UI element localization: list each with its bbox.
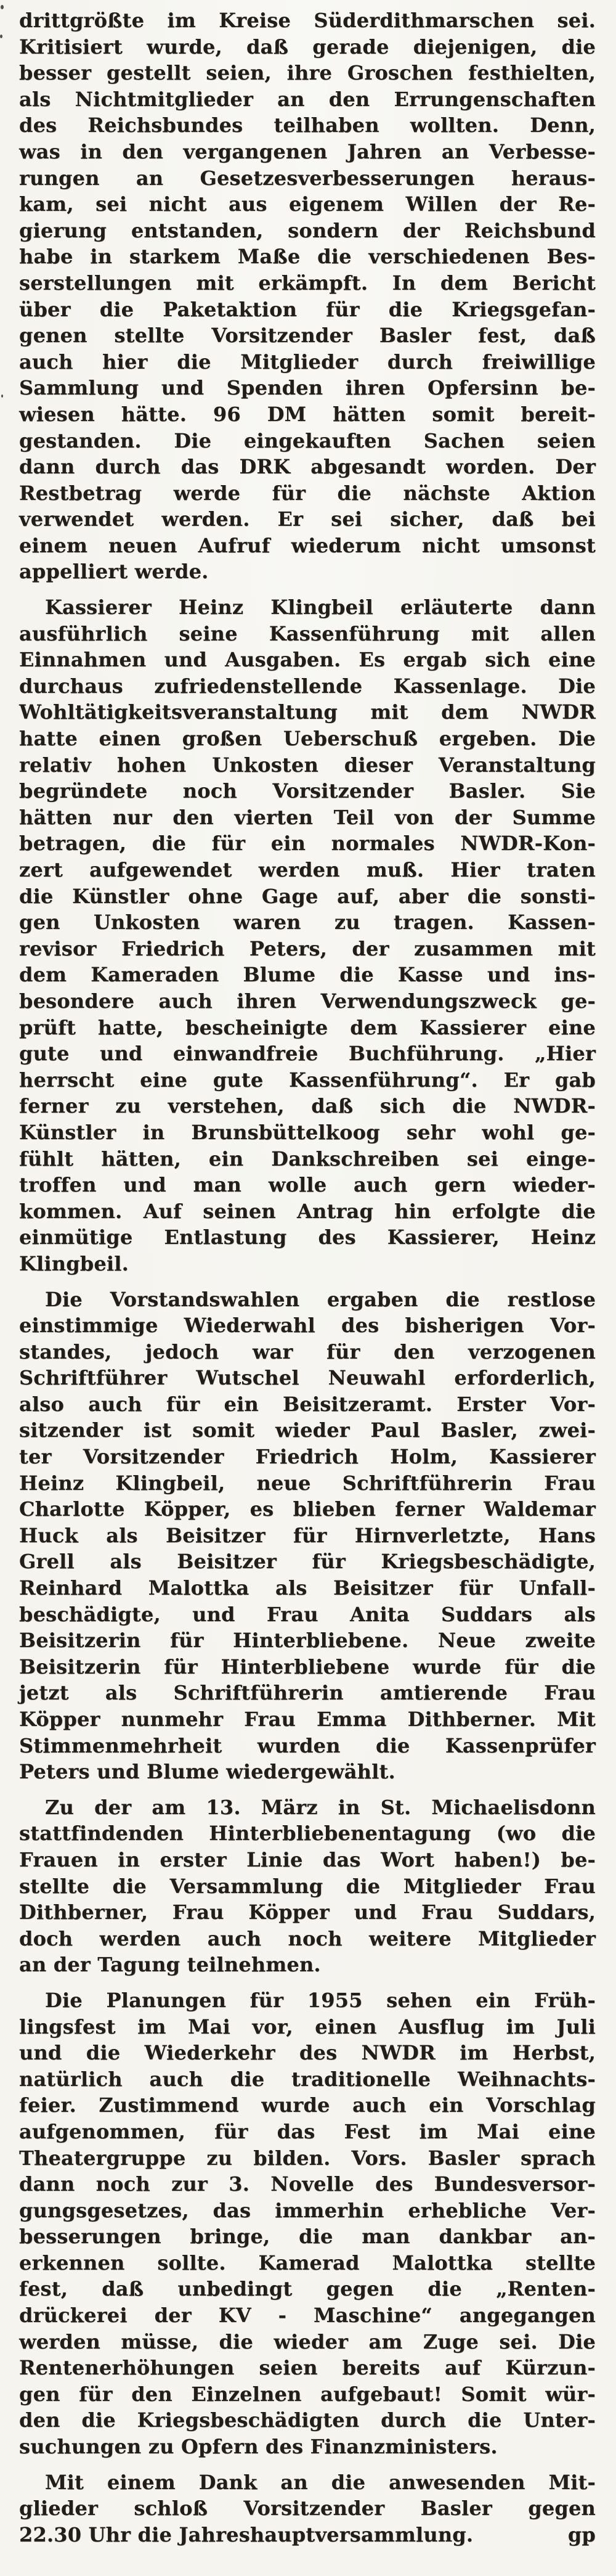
text-line: dann noch zur 3. Novelle des Bundesversor- [19,2172,596,2196]
text-line: prüft hatte, bescheinigte dem Kassierer eine [19,1015,596,1039]
text-line: doch werden auch noch weitere Mitglieder [19,1926,596,1950]
text-line: jetzt als Schriftführerin amtierende Frau [19,1681,596,1705]
paragraph [19,1794,596,1978]
text-line: auch hier die Mitglieder durch freiwillige [19,350,596,374]
text-line: wiesen hätte. 96 DM hätten somit bereit- [19,402,596,426]
text-line: Künstler in Brunsbüttelkoog sehr wohl ge- [19,1120,596,1144]
text-line: dann durch das DRK abgesandt worden. Der [19,455,596,479]
text-line: suchungen zu Opfern des Finanzministers. [19,2435,498,2459]
text-line: besondere auch ihren Verwendungszweck ge- [19,989,596,1013]
text-line: hätten nur den vierten Teil von der Summe [19,805,596,829]
text-line: sitzender ist somit wieder Paul Basler, zwei- [19,1418,596,1442]
text-line: dem Kameraden Blume die Kasse und ins- [19,963,596,987]
text-line: gen für den Einzelnen aufgebaut! Somit wür- [19,2382,596,2406]
scan-artifact [1,5,4,9]
text-line: kommen. Auf seinen Antrag hin erfolgte die [19,1199,596,1223]
text-line: beschädigte, und Frau Anita Suddars als [19,1602,596,1626]
text-line: Zu der am 13. März in St. Michaelisdonn [45,1795,596,1819]
text-line: einstimmige Wiederwahl des bisherigen Vor- [19,1314,596,1338]
text-line: betragen, die für ein normales NWDR-Kon- [19,832,596,856]
author-initials: gp [567,2522,596,2546]
text-line: den die Kriegsbeschädigten durch die Unter- [19,2408,596,2432]
text-line: gungsgesetzes, das immerhin erhebliche Ver- [19,2198,596,2222]
text-line: Charlotte Köpper, es blieben ferner Waldemar [19,1497,596,1521]
text-line: drittgrößte im Kreise Süderdithmarschen sei. [19,9,596,32]
text-line: natürlich auch die traditionelle Weihnachts- [19,2067,596,2091]
paragraph [19,1286,596,1785]
text-line: Frauen in erster Linie das Wort haben!) be- [19,1847,596,1871]
text-line: Wohltätigkeitsveranstaltung mit dem NWDR [19,700,596,724]
text-line: und die Wiederkehr des NWDR im Herbst, [19,2041,596,2065]
text-line: Einnahmen und Ausgaben. Es ergab sich eine [19,648,596,672]
text-line: Schriftführer Wutschel Neuwahl erforderlich, [19,1366,596,1390]
text-line: Beisitzerin für Hinterbliebene wurde für die [19,1654,596,1678]
text-line: des Reichsbundes teilhaben wollten. Denn, [19,113,596,137]
text-line: was in den vergangenen Jahren an Verbesse- [19,139,596,163]
text-line: gierung entstanden, sondern der Reichsbund [19,218,596,242]
text-line: fühlt hätten, ein Dankschreiben sei einge- [19,1147,596,1171]
text-line: besser gestellt seien, ihre Groschen festhielten, [19,61,596,85]
text-line: herrscht eine gute Kassenführung“. Er gab [19,1068,596,1092]
text-line: aufgenommen, für das Fest im Mai eine [19,2119,596,2143]
text-line: fest, daß unbedingt gegen die „Renten- [19,2277,596,2301]
text-line: durchaus zufriedenstellende Kassenlage. Die [19,674,596,698]
text-line: genen stellte Vorsitzender Basler fest, daß [19,324,596,348]
text-line: einem neuen Aufruf wiederum nicht umsonst [19,533,596,557]
text-line: Theatergruppe zu bilden. Vors. Basler sprach [19,2146,596,2170]
text-line: Dithberner, Frau Köpper und Frau Suddars, [19,1900,596,1924]
text-line: rungen an Gesetzesverbesserungen heraus- [19,166,596,190]
text-line: revisor Friedrich Peters, der zusammen mit [19,936,596,960]
text-line: kam, sei nicht aus eigenem Willen der Re- [19,192,596,216]
text-line: Kassierer Heinz Klingbeil erläuterte dann [45,595,596,619]
paragraph [19,2469,596,2548]
paragraph [19,594,596,1277]
text-line: erkennen sollte. Kamerad Malottka stellte [19,2251,596,2275]
article-column [19,7,596,2548]
text-line: drückerei der KV - Maschine“ angegangen [19,2304,596,2328]
text-line: appelliert werde. [19,560,209,584]
text-line: Köpper nunmehr Frau Emma Dithberner. Mit [19,1707,596,1731]
text-line: Reinhard Malottka als Beisitzer für Unfall- [19,1576,596,1600]
paragraph [19,7,596,585]
text-line: begründete noch Vorsitzender Basler. Sie [19,779,596,803]
text-line: feier. Zustimmend wurde auch ein Vorschlag [19,2093,596,2117]
text-line: lingsfest im Mai vor, einen Ausflug im Juli [19,2014,596,2038]
text-line: stellte die Versammlung die Mitglieder Frau [19,1874,596,1898]
text-line: Restbetrag werde für die nächste Aktion [19,481,596,505]
text-line: Grell als Beisitzer für Kriegsbeschädigte, [19,1550,596,1574]
text-line: einmütige Entlastung des Kassierer, Heinz [19,1225,596,1249]
text-line: Klingbeil. [19,1251,129,1275]
text-line: Peters und Blume wiedergewählt. [19,1760,395,1784]
text-line: Huck als Beisitzer für Hirnverletzte, Hans [19,1523,596,1547]
scan-artifact [0,35,2,38]
text-line: relativ hohen Unkosten dieser Veranstaltung [19,753,596,777]
text-line: also auch für ein Beisitzeramt. Erster Vor- [19,1392,596,1416]
text-line: Die Vorstandswahlen ergaben die restlose [45,1287,596,1311]
paragraph [19,1987,596,2460]
text-line: 22.30 Uhr die Jahreshauptversammlung. gp [19,2522,596,2548]
text-line: als Nichtmitglieder an den Errungenschaften [19,87,596,111]
text-line: Die Planungen für 1955 sehen ein Früh- [45,1988,596,2012]
text-line: glieder schloß Vorsitzender Basler gegen [19,2496,596,2521]
text-line: stattfindenden Hinterbliebenentagung (wo die [19,1822,596,1846]
text-line: hatte einen großen Ueberschuß ergeben. Die [19,727,596,751]
text-line: Beisitzerin für Hinterbliebene. Neue zweite [19,1629,596,1653]
text-line: besserungen bringe, die man dankbar an- [19,2225,596,2249]
text-line: ferner zu verstehen, daß sich die NWDR- [19,1094,596,1118]
text-line: werden müsse, die wieder am Zuge sei. Die [19,2329,596,2353]
text-line: an der Tagung teilnehmen. [19,1953,321,1977]
scan-artifact [1,395,3,398]
text-line: gute und einwandfreie Buchführung. „Hier [19,1042,596,1066]
text-line: troffen und man wolle auch gern wieder- [19,1173,596,1197]
text-line: gestanden. Die eingekauften Sachen seien [19,428,596,452]
text-line: gen Unkosten waren zu tragen. Kassen- [19,910,596,934]
text-line: Sammlung und Spenden ihren Opfersinn be- [19,376,596,400]
text-line: die Künstler ohne Gage auf, aber die sonsti- [19,884,596,908]
text-line: Rentenerhöhungen seien bereits auf Kürzun- [19,2356,596,2380]
text-line: Mit einem Dank an die anwesenden Mit- [45,2470,596,2494]
text-line: Stimmenmehrheit wurden die Kassenprüfer [19,1733,596,1757]
text-line: Kritisiert wurde, daß gerade diejenigen, die [19,35,596,59]
text-line: ter Vorsitzender Friedrich Holm, Kassierer [19,1445,596,1469]
text-line: Heinz Klingbeil, neue Schriftführerin Frau [19,1471,596,1495]
text-line: serstellungen mit erkämpft. In dem Bericht [19,271,596,295]
text-line: über die Paketaktion für die Kriegsgefan- [19,297,596,321]
text-line: habe in starkem Maße die verschiedenen Bes- [19,245,596,269]
text-line: ausführlich seine Kassenführung mit allen [19,621,596,645]
text-line: verwendet werden. Er sei sicher, daß bei [19,507,596,531]
text-line: zert aufgewendet werden muß. Hier traten [19,858,596,881]
text-line: standes, jedoch war für den verzogenen [19,1339,596,1364]
